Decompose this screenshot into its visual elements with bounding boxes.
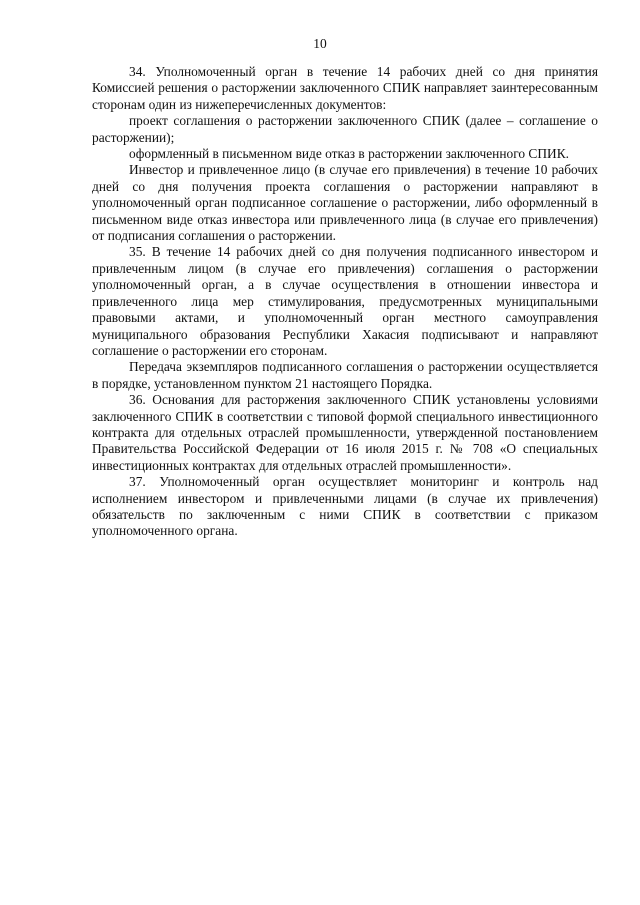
paragraph-transfer-copies: Передача экземпляров подписанного соглашения о расторжении осуществляется в порядке, установленном пунктом 21 настоящего Порядка.: [92, 359, 598, 391]
paragraph-37: 37. Уполномоченный орган осуществляет мониторинг и контроль над исполнением инвестором и привлеченными лицами (в случае их привлечения) обязательств по заключенным с ними СПИК в соответствии с приказом уполномоченного органа.: [92, 474, 598, 539]
paragraph-draft-agreement: проект соглашения о расторжении заключенного СПИК (далее – соглашение о расторжении);: [92, 113, 598, 145]
document-body: [92, 64, 598, 540]
paragraph-35: 35. В течение 14 рабочих дней со дня получения подписанного инвестором и привлеченным лицом (в случае его привлечения) соглашения о расторжении уполномоченный орган, а в случае осуществления в отношении инвестора и привлеченного лица мер стимулирования, предусмотренных муниципальными правовыми актами, и уполномоченный орган местного самоуправления муниципального образования Республики Хакасия подписывают и направляют соглашение о расторжении его сторонам.: [92, 244, 598, 358]
paragraph-written-refusal: оформленный в письменном виде отказ в расторжении заключенного СПИК.: [129, 146, 569, 162]
paragraph-34: 34. Уполномоченный орган в течение 14 рабочих дней со дня принятия Комиссией решения о расторжении заключенного СПИК направляет заинтересованным сторонам один из нижеперечисленных документов:: [92, 64, 598, 112]
paragraph-investor-response: Инвестор и привлеченное лицо (в случае его привлечения) в течение 10 рабочих дней со дня получения проекта соглашения о расторжении направляют в уполномоченный орган подписанное соглашение о расторжении, либо оформленный в письменном виде отказ инвестора или привлеченного лица (в случае его привлечения) от подписания соглашения о расторжении.: [92, 162, 598, 244]
paragraph-36: 36. Основания для расторжения заключенного СПИК установлены условиями заключенного СПИК в соответствии с типовой формой специального инвестиционного контракта для отдельных отраслей промышленности, утвержденной постановлением Правительства Российской Федерации от 16 июля 2015 г. № 708 «О специальных инвестиционных контрактах для отдельных отраслей промышленности».: [92, 392, 598, 473]
page-number: 10: [313, 36, 327, 51]
